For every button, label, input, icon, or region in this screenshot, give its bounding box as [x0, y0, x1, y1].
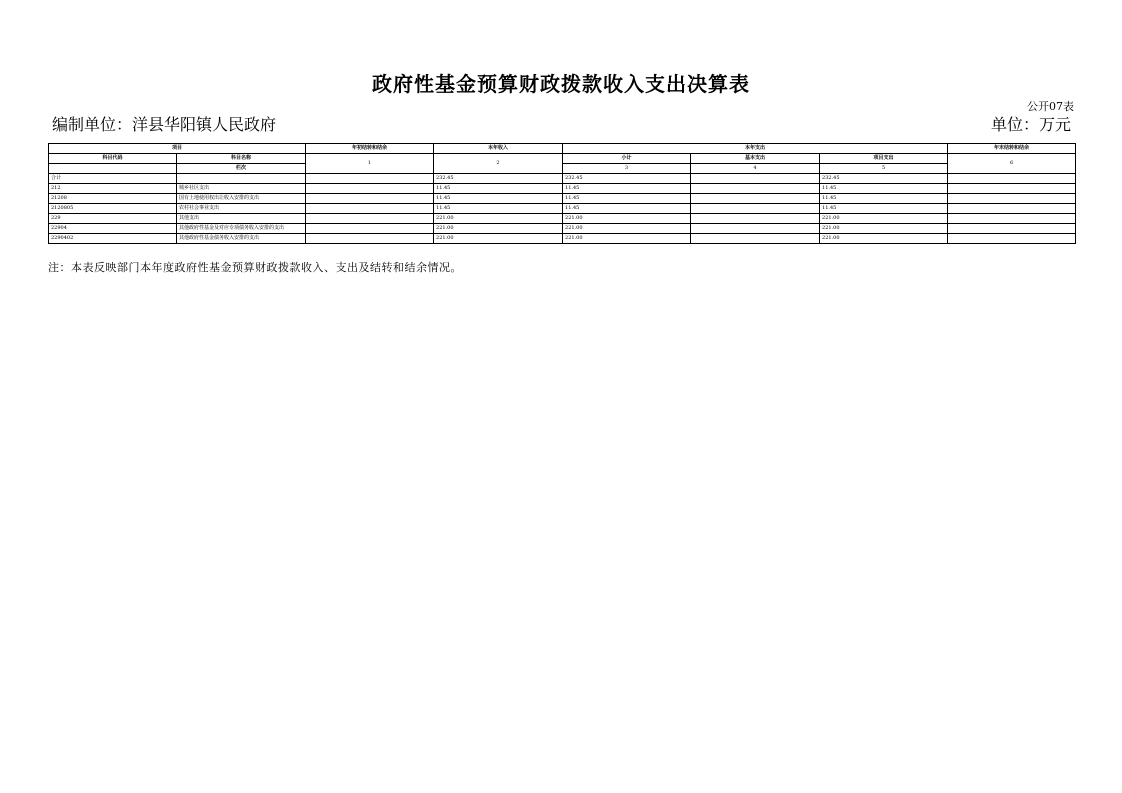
organization-label: 编制单位：洋县华阳镇人民政府 — [52, 115, 277, 134]
unit-label: 单位：万元 — [990, 115, 1071, 134]
col-number-3: 3 — [563, 164, 691, 174]
footnote: 注：本表反映部门本年度政府性基金预算财政拨款收入、支出及结转和结余情况。 — [48, 261, 462, 274]
header-blank — [49, 164, 177, 174]
header-code: 科目代码 — [49, 154, 177, 164]
col-number-5: 5 — [820, 164, 948, 174]
col-number-1: 1 — [306, 154, 434, 174]
header-row-1 — [49, 144, 1076, 154]
col-number-2: 2 — [434, 154, 563, 174]
table-row: 22904 其他政府性基金及对应专项债务收入安排的支出 221.00 221.00 221.00 — [49, 224, 1076, 234]
header-end-balance: 年末结转和结余 — [948, 144, 1076, 154]
header-row-no: 栏次 — [177, 164, 306, 174]
header-expense: 本年支出 — [563, 144, 948, 154]
form-number: 公开07表 — [1027, 100, 1074, 113]
table-row: 229 其他支出 221.00 221.00 221.00 — [49, 214, 1076, 224]
header-basic-expense: 基本支出 — [691, 154, 820, 164]
header-begin-balance: 年初结转和结余 — [306, 144, 434, 154]
table-row: 212 城乡社区支出 11.45 11.45 11.45 — [49, 184, 1076, 194]
table-row: 2120805 农村社会事业支出 11.45 11.45 11.45 — [49, 204, 1076, 214]
header-row-2 — [49, 154, 1076, 164]
header-row-3 — [49, 164, 1076, 174]
table-row: 21208 国有土地使用权出让收入安排的支出 11.45 11.45 11.45 — [49, 194, 1076, 204]
header-name: 科目名称 — [177, 154, 306, 164]
table-row: 2290402 其他政府性基金债务收入安排的支出 221.00 221.00 221.00 — [49, 234, 1076, 244]
col-number-6: 6 — [948, 154, 1076, 174]
header-project: 项目 — [49, 144, 306, 154]
report-title: 政府性基金预算财政拨款收入支出决算表 — [372, 72, 750, 96]
col-number-4: 4 — [691, 164, 820, 174]
header-project-expense: 项目支出 — [820, 154, 948, 164]
table-row: 合计 232.45 232.45 232.45 — [49, 174, 1076, 184]
header-subtotal: 小计 — [563, 154, 691, 164]
budget-table — [48, 143, 1076, 244]
header-income: 本年收入 — [434, 144, 563, 154]
